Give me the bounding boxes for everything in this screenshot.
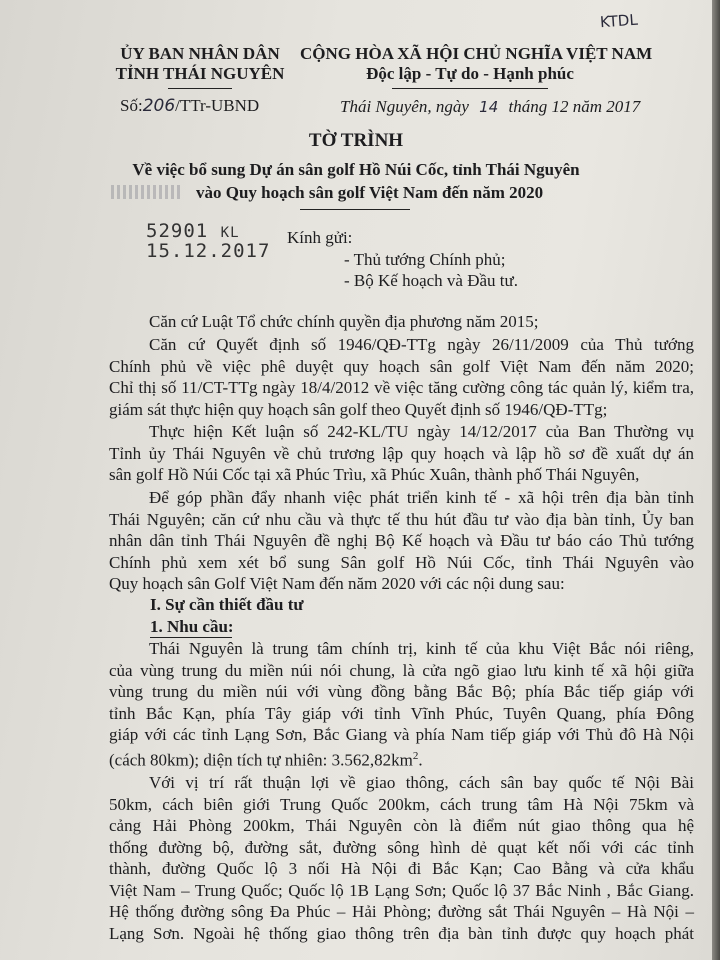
doc-number: [120, 96, 259, 116]
stamp-number: 52901: [146, 220, 209, 242]
text-line: Căn cứ Luật Tổ chức chính quyền địa phương năm 2015;: [149, 312, 539, 331]
nation-line-1: CỘNG HÒA XÃ HỘI CHỦ NGHĨA VIỆT NAM: [300, 44, 653, 63]
text-line: của vùng trung du miền núi nói chung, là cửa ngõ giao lưu kinh tế xã hội giữa: [109, 660, 694, 680]
subject-line-1: Về việc bổ sung Dự án sân golf Hồ Núi Cốc, tỉnh Thái Nguyên: [132, 160, 580, 179]
text-line: tỉnh Bắc Kạn, phía Tây giáp với tỉnh Vĩnh Phúc, Tuyên Quang, phía Đông: [109, 703, 694, 723]
text-line: giám sát thực hiện quy hoạch sân golf theo Quyết định số 1946/QĐ-TTg;: [109, 399, 608, 419]
subject-underline: [300, 209, 410, 210]
section-heading-1-1: 1. Nhu cầu:: [150, 617, 234, 636]
paragraph-3: [109, 421, 694, 486]
recipient-1: - Thủ tướng Chính phủ;: [344, 250, 506, 269]
page-edge: [712, 0, 720, 960]
doc-number-value: 206: [142, 96, 176, 116]
nation-underline: [392, 88, 548, 89]
date-line: [340, 97, 640, 117]
area-text: (cách 80km); diện tích tự nhiên: 3.562,82km: [109, 750, 413, 770]
text-line: Lạng Sơn. Ngoài hệ thống giao thông trên địa bàn tỉnh được quy hoạch phát: [109, 923, 694, 943]
text-line: Chính phủ về việc phê duyệt quy hoạch sân golf Việt Nam đến năm 2020;: [109, 356, 694, 376]
text-line: thành, đường Quốc lộ 3 nối Hà Nội đi Bắc Kạn; Cao Bằng và cửa khẩu: [109, 859, 694, 878]
paragraph-5: [109, 638, 694, 771]
received-stamp: [146, 220, 270, 262]
section-heading-1: I. Sự cần thiết đầu tư: [150, 595, 304, 614]
recipient-2: - Bộ Kế hoạch và Đầu tư.: [344, 271, 518, 290]
text-line: vùng trung du miền núi với vùng đồng bằng Bắc Bộ; phía Bắc tiếp giáp với: [109, 682, 694, 701]
org-underline: [168, 88, 232, 89]
stamp-date: 15.12.2017: [146, 240, 271, 262]
text-line: Hệ thống đường sông Đa Phúc – Hải Phòng; đường sắt Thái Nguyên – Hà Nội –: [109, 902, 694, 921]
text-line: [109, 746, 694, 771]
document-title: TỜ TRÌNH: [308, 130, 404, 151]
text-line: Thái Nguyên; căn cứ nhu cầu và thực tế thu hút đầu tư vào địa bàn tỉnh, Ủy ban: [109, 509, 694, 529]
area-period: .: [418, 750, 423, 770]
text-line: Việt Nam – Trung Quốc; Quốc lộ 1B Lạng Sơn; Quốc lộ 37 Bắc Ninh , Bắc Giang.: [109, 880, 694, 900]
text-line: Chính phủ xem xét bổ sung Sân golf Hồ Núi Cốc, tỉnh Thái Nguyên vào: [109, 552, 694, 572]
doc-number-suffix: /TTr-UBND: [175, 96, 260, 115]
text-line: Căn cứ Quyết định số 1946/QĐ-TTg ngày 26/11/2009 của Thủ tướng: [149, 335, 694, 354]
text-line: nhân dân tỉnh Thái Nguyên đề nghị Bộ Kế hoạch và Đầu tư báo cáo Thủ tướng: [109, 531, 694, 550]
text-line: cảng Hải Phòng 200km, Thái Nguyên còn là điểm nút giao thông qua hệ: [109, 816, 694, 835]
scribble-mark: [111, 185, 183, 199]
paragraph-4: [109, 487, 694, 595]
recipients-label: Kính gửi:: [287, 228, 353, 247]
stamp-initials: KL: [220, 225, 240, 241]
stamp-number-row: [146, 220, 270, 242]
doc-number-prefix: Số:: [120, 96, 143, 115]
org-line-1: ỦY BAN NHÂN DÂN: [120, 44, 280, 63]
nation-line-2: Độc lập - Tự do - Hạnh phúc: [366, 64, 574, 83]
text-line: giáp với các tỉnh Lạng Sơn, Bắc Giang và phía Nam tiếp giáp với Thủ đô Hà Nội: [109, 725, 694, 744]
text-line: Quy hoạch sân Golf Việt Nam đến năm 2020 với các nội dung sau:: [109, 574, 565, 593]
paragraph-1: [109, 311, 694, 333]
area-superscript: 2: [412, 749, 419, 762]
text-line: Thực hiện Kết luận số 242-KL/TU ngày 14/12/2017 của Ban Thường vụ: [149, 422, 694, 441]
date-day: 14: [479, 98, 499, 116]
text-line: thống đường bộ, đường sắt, đường sông hình dẻ quạt kết nối với các tỉnh: [109, 837, 694, 857]
paragraph-2: [109, 334, 694, 420]
text-line: Tỉnh ủy Thái Nguyên về chủ trương lập quy hoạch và lập hồ sơ đề xuất dự án: [109, 443, 694, 463]
text-line: Để góp phần đẩy nhanh việc phát triển kinh tế - xã hội trên địa bàn tỉnh: [149, 488, 694, 507]
text-line: Thái Nguyên là trung tâm chính trị, kinh tế của khu Việt Bắc nói riêng,: [149, 639, 694, 658]
text-line: Với vị trí rất thuận lợi về giao thông, cách sân bay quốc tế Nội Bài: [149, 773, 694, 792]
corner-note: KTDL: [599, 10, 639, 32]
subject-line-2: vào Quy hoạch sân golf Việt Nam đến năm 2020: [196, 183, 544, 202]
org-line-2: TỈNH THÁI NGUYÊN: [115, 64, 285, 83]
text-line: 50km, cách biên giới Trung Quốc 200km, cách trung tâm Hà Nội 75km và: [109, 794, 694, 814]
text-line: sân golf Hồ Núi Cốc tại xã Phúc Trìu, xã Phúc Xuân, thành phố Thái Nguyên,: [109, 465, 640, 484]
text-line: Chỉ thị số 11/CT-TTg ngày 18/4/2012 về việc tăng cường công tác quản lý, kiểm tra,: [109, 378, 694, 397]
date-part-1: Thái Nguyên, ngày: [340, 97, 469, 116]
date-part-2: tháng 12 năm 2017: [508, 97, 641, 116]
paragraph-6: [109, 772, 694, 944]
